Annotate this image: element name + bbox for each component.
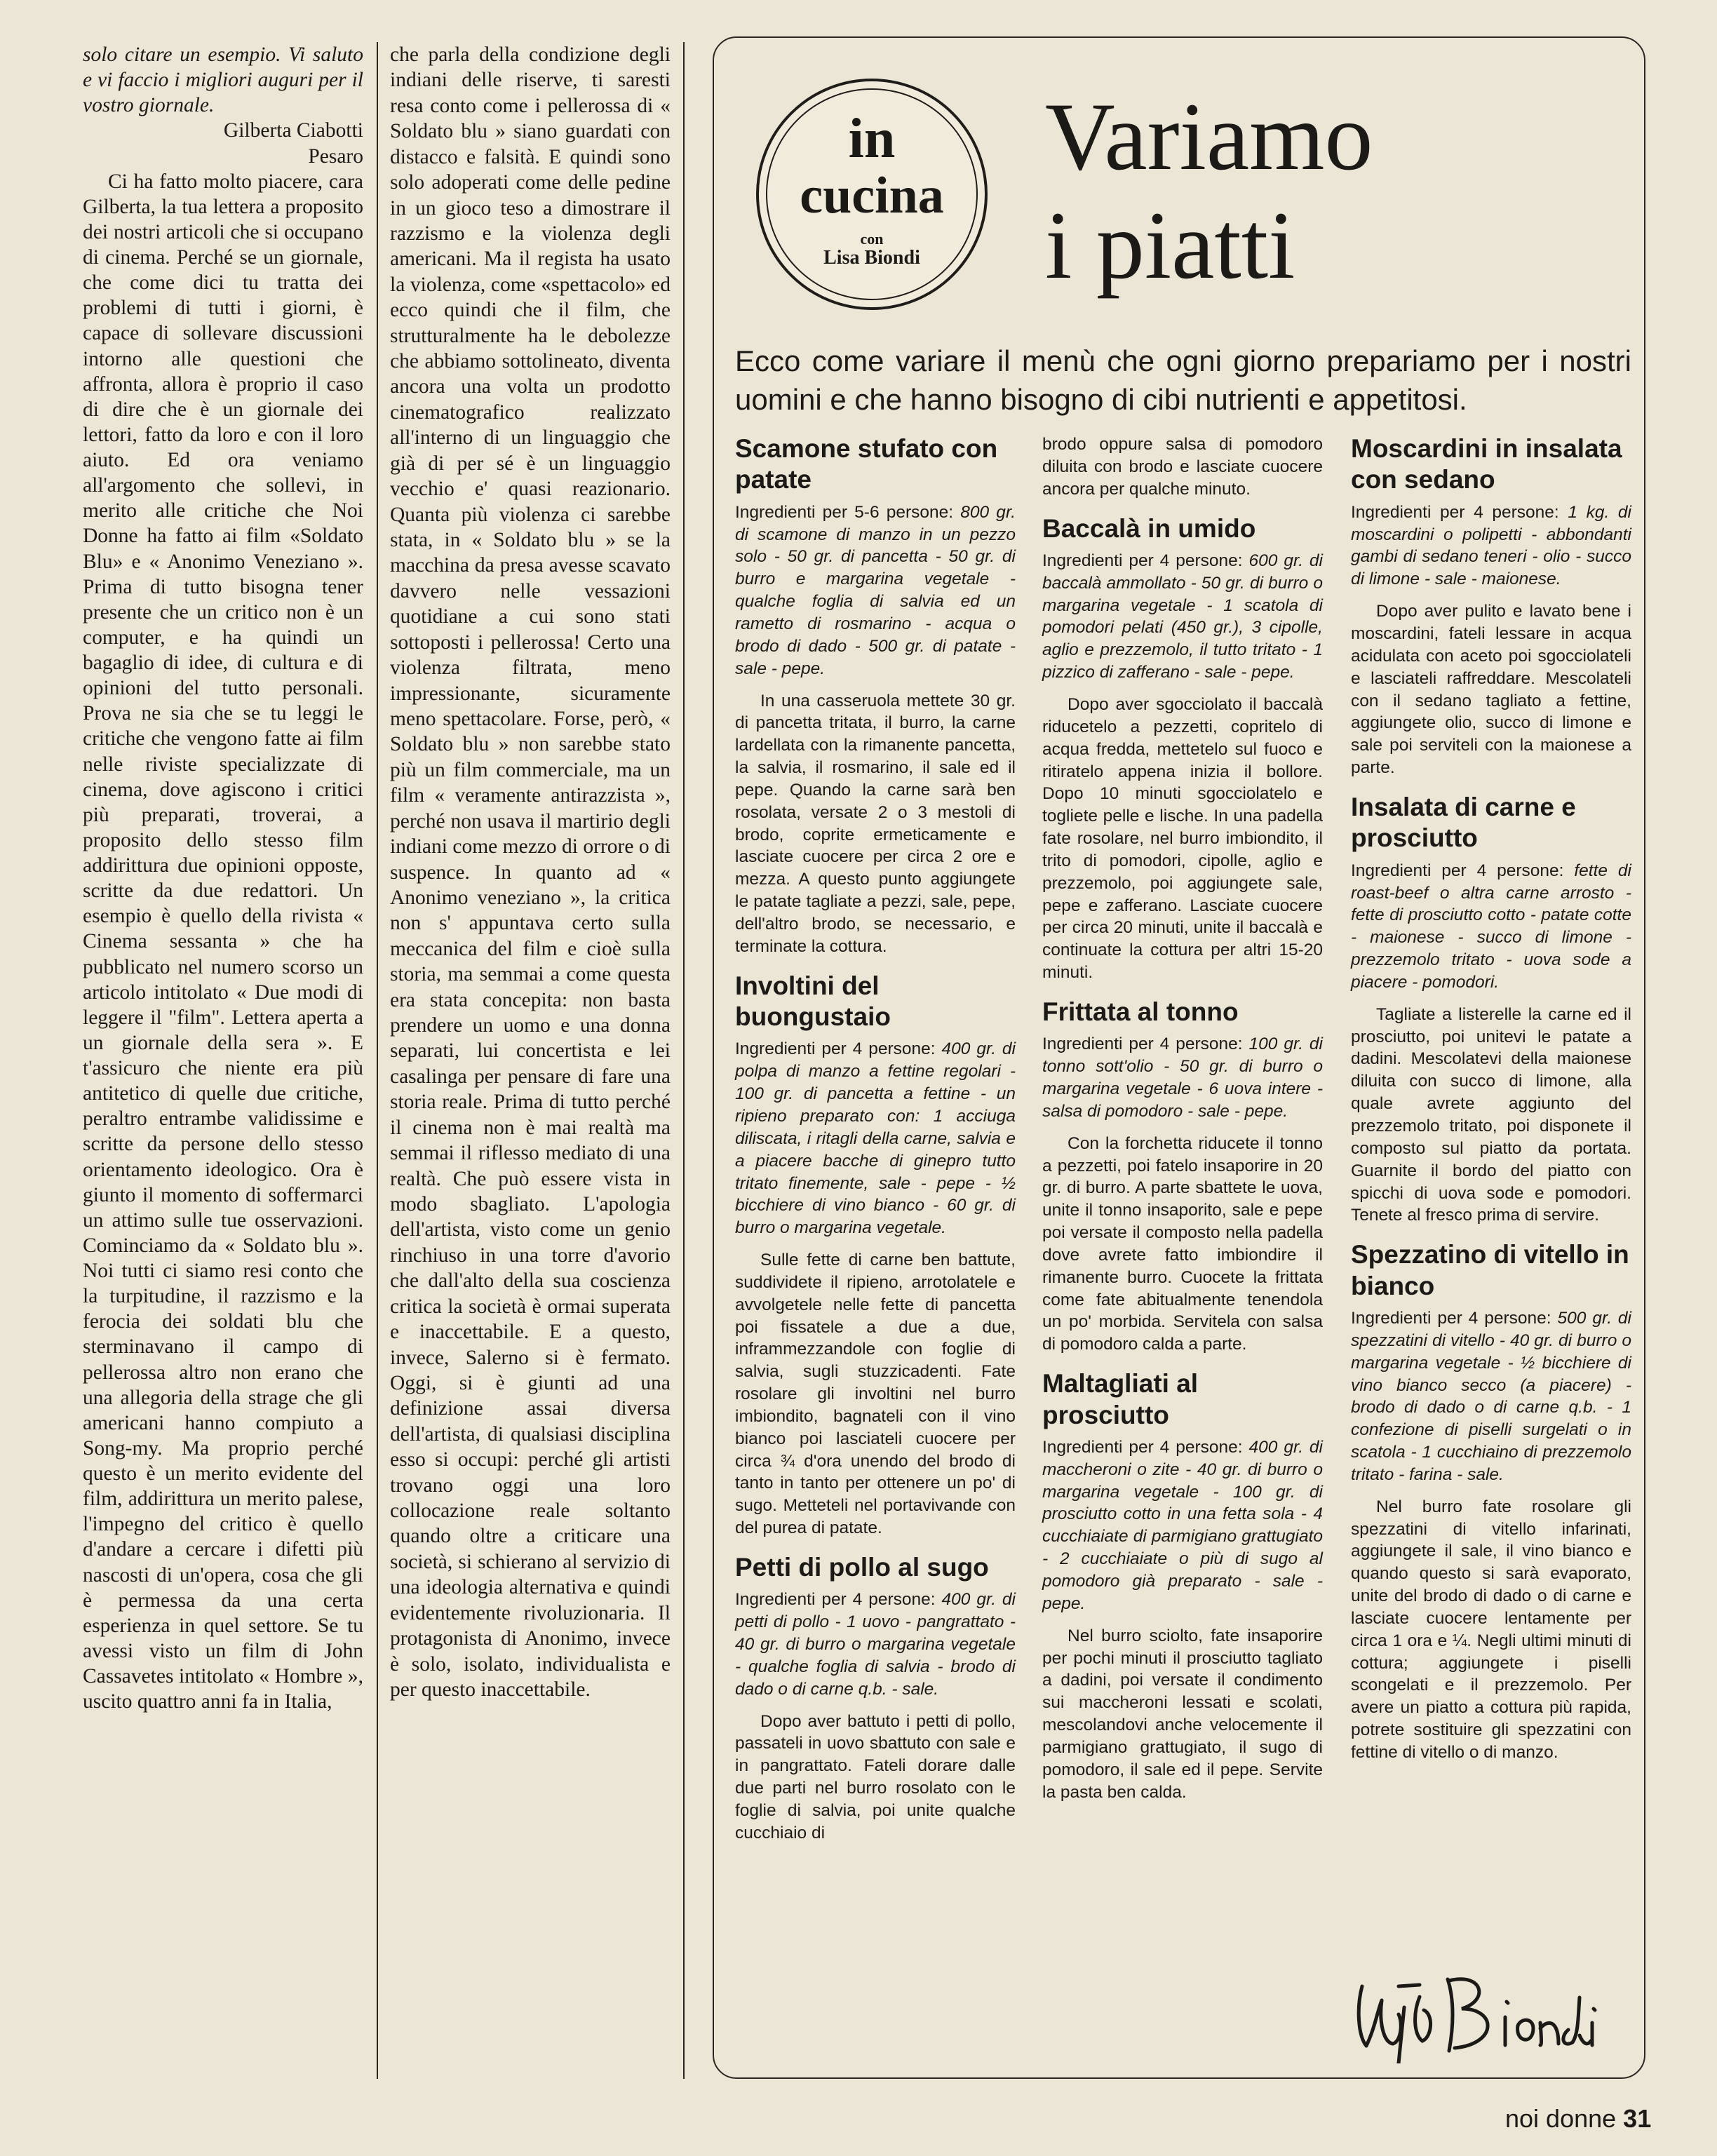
- article-title: [1045, 83, 1373, 299]
- title-line-1: Variamo: [1045, 83, 1373, 190]
- recipe-title: Moscardini in insalata con sedano: [1351, 434, 1622, 494]
- ingredients-list: 400 gr. di maccheroni o zite - 40 gr. di burro o margarina vegetale - 100 gr. di prosciutto cotto in una fetta sola - 4 cucchiaiate di parmigiano grattugiato - 2 cucchiaiate o più di sugo al pomodoro già preparato - sale - pepe.: [1042, 1437, 1323, 1613]
- recipe-title: Insalata di carne e prosciutto: [1351, 792, 1576, 853]
- title-line-2: i piatti: [1045, 191, 1295, 299]
- recipe-title: Spezzatino di vitello in bianco: [1351, 1240, 1629, 1300]
- recipe-ingredients: [1351, 860, 1631, 994]
- ingredients-lead: Ingredienti per 4 persone:: [1042, 1035, 1243, 1054]
- letter-reply-continued: che parla della condizione degli indiani delle riserve, ti saresti resa conto come i pellerossa di « Soldato blu » siano guardati con distacco e falsità. E quindi sono solo adoperati come delle pedine in un gioco teso a dimostrare il razzismo e la violenza degli americani. Ma il regista ha usato la violenza, come «spettacolo» ed ecco quindi che il film, che strutturalmente ha le debolezze che abbiamo sottolineato, diventa ancora una volta un prodotto cinematografico realizzato all'interno di un linguaggio che già di per sé è un linguaggio vecchio e' quasi reazionario. Quanta più violenza ci sarebbe stata, in « Soldato blu » se la macchina da presa avesse scavato davvero nelle vessazioni quotidiane a cui sono stati sottoposti i pellerossa! Certo una violenza filtrata, meno impressionante, sicuramente meno spettacolare. Forse, però, « Soldato blu » non sarebbe stato più un film commerciale, ma un film « veramente antirazzista », perché non usava il martirio degli indiani come mezzo di orrore o di suspence. In quanto ad « Anonimo veneziano », la critica non s' appuntava certo sulla meccanica del film e cioè sulla storia, ma semmai a come questa era stata concepita: non basta prendere un uomo e una donna separati, lui concertista e lei casalinga per pensare di fare una storia reale. Prima di tutto perché il cinema non è mai realtà ma semmai il riflesso mediato di una realtà. Che può essere vista in modo sbagliato. L'apologia dell'artista, visto come un genio rinchiuso in una torre d'avorio che dall'alto della sua coscienza critica la società è ormai superata e inaccettabile. E a questo, invece, Salerno si è fermato. Oggi, si è giunti ad una definizione assai diversa dell'artista, di qualsiasi disciplina esso si occupi: perché gli artisti trovano oggi una loro collocazione reale soltanto quando oltre a criticare una società, si schierano al servizio di una ideologia alternativa e quindi evidentemente rivoluzionaria. Il protagonista di Anonimo, invece è solo, isolato, individualista e per questo inaccettabile.: [390, 43, 671, 1701]
- letter-column-2: [390, 42, 671, 1702]
- ingredients-lead: Ingredienti per 4 persone:: [735, 1039, 936, 1059]
- badge-in: in: [848, 108, 896, 170]
- recipe-ingredients: [1351, 501, 1631, 591]
- recipe-column-3: [1351, 433, 1631, 1774]
- recipe-method: Con la forchetta riducete il tonno a pezzetti, poi fatelo insaporire in 20 gr. di burro. A parte sbattete le uova, unite il tonno insaporito, sale e pepe poi versate il composto nella padella dove avrete fatto imbiondire il rimanente burro. Cuocete la frittata come fate abitualmente tenendola un po' morbida. Servitela con salsa di pomodoro calda a parte.: [1042, 1133, 1323, 1354]
- recipe: [735, 971, 1016, 1539]
- recipe: [735, 1552, 1016, 1845]
- letter-paragraph: Pesaro: [308, 144, 363, 168]
- recipe-ingredients: [735, 1038, 1016, 1239]
- letter-column-1: [83, 42, 363, 1714]
- page-number: 31: [1623, 2104, 1652, 2133]
- recipe-method: Nel burro sciolto, fate insaporire per pochi minuti il prosciutto tagliato a dadini, poi versate il condimento sui maccheroni lessati e scolati, mescolandovi anche velocemente il parmigiano grattugiato, il sugo di pomodoro, il sale ed il pepe. Servite la pasta ben calda.: [1042, 1626, 1323, 1802]
- ingredients-lead: Ingredienti per 4 persone:: [1042, 1437, 1243, 1457]
- ingredients-lead: Ingredienti per 4 persone:: [1351, 861, 1564, 880]
- recipe: [1042, 997, 1323, 1356]
- recipe-title: Scamone stufato con patate: [735, 434, 998, 494]
- recipe-ingredients: [1042, 550, 1323, 684]
- ingredients-list: 1 kg. di moscardini o polipetti - abbondanti gambi di sedano teneri - olio - succo di limone - sale - maionese.: [1351, 502, 1631, 589]
- signature-image: [1349, 1958, 1616, 2063]
- recipe: [1042, 513, 1323, 984]
- recipe-method: brodo oppure salsa di pomodoro diluita con brodo e lasciate cuocere ancora per qualche minuto.: [1042, 435, 1323, 499]
- recipe-ingredients: [735, 501, 1016, 680]
- ingredients-lead: Ingredienti per 5-6 persone:: [735, 502, 954, 522]
- recipe-method: In una casseruola mettete 30 gr. di pancetta tritata, il burro, la carne lardellata con la rimanente pancetta, la salvia, il rosmarino, il sale ed il pepe. Quando la carne sarà ben rosolata, versate 2 o 3 mestoli di brodo, coprite ermeticamente e lasciate cuocere per circa 2 ore e mezza. A questo punto aggiungete le patate tagliate a pezzi, sale, pepe, dell'altro brodo, se necessario, e terminate la cottura.: [735, 691, 1016, 956]
- ingredients-list: fette di roast-beef o altra carne arrosto - fette di prosciutto cotto - patate cotte - maionese - succo di limone - prezzemolo tritato - uova sode a piacere - pomodori.: [1351, 861, 1631, 992]
- recipe-method: Dopo aver pulito e lavato bene i moscardini, fateli lessare in acqua acidulata con aceto poi sgocciolateli e lasciateli raffreddare. Mescolateli con il sedano tagliato a fettine, aggiungete olio, succo di limone e sale poi serviteli con la maionese a parte.: [1351, 602, 1631, 778]
- recipe-method: Dopo aver sgocciolato il baccalà riducetelo a pezzetti, copritelo di acqua fredda, mettetelo sul fuoco e ritiratelo appena inizia il bollore. Dopo 10 minuti sgocciolatelo e togliete pelle e lische. In una padella fate rosolare, nel burro imbiondito, il trito di pomodori, cipolle, aglio e prezzemolo, poi aggiungete sale, pepe e zafferano. Lasciate cuocere per circa 20 minuti, unite il baccalà e continuate la cottura per altri 15-20 minuti.: [1042, 694, 1323, 983]
- recipe-title: Frittata al tonno: [1042, 997, 1239, 1026]
- letter-paragraph: solo citare un esempio. Vi saluto e vi faccio i migliori auguri per il vostro giornale.: [83, 43, 363, 117]
- recipe-ingredients: [1042, 1033, 1323, 1122]
- badge-cucina: cucina: [800, 167, 944, 224]
- recipe-title: Baccalà in umido: [1042, 513, 1256, 543]
- recipe-column-1: [735, 433, 1016, 1854]
- recipe-method: Nel burro fate rosolare gli spezzatini di vitello infarinati, aggiungete il sale, il vino bianco e quando questo si sarà evaporato, unite del brodo di dado o di carne e lasciate cuocere lentamente per circa 1 ora e ¼. Negli ultimi minuti di cottura; aggiungete i piselli scongelati e il prezzemolo. Per avere un piatto a cottura più rapida, potrete sostituire gli spezzatini con fettine di vitello o di manzo.: [1351, 1497, 1631, 1762]
- recipe-title: Petti di pollo al sugo: [735, 1553, 989, 1582]
- ingredients-lead: Ingredienti per 4 persone:: [1351, 502, 1559, 522]
- ingredients-list: 500 gr. di spezzatini di vitello - 40 gr. di burro o margarina vegetale - ½ bicchiere di vino bianco secco (a piacere) - brodo di dado o di carne q.b. - 1 confezione di piselli surgelati o in scatola - 1 cucchiaino di prezzemolo tritato - farina - sale.: [1351, 1308, 1631, 1484]
- letter-paragraph: Ci ha fatto molto piacere, cara Gilberta, la tua lettera a proposito dei nostri articoli che si occupano di cinema. Perché se un giornale, che come dici tu tratta dei problemi di tutti i giorni, è capace di sollevare discussioni intorno alle questioni che affronta, allora è proprio il caso di dire che è un giornale dei lettori, fatto da loro e con il loro aiuto. Ed ora veniamo all'argomento che sollevi, in merito alle critiche che Noi Donne ha fatto ai film «Soldato Blu» e « Anonimo Veneziano ». Prima di tutto bisogna tener presente che un critico non è un computer, e ha quindi un bagaglio di idee, di cultura e di opinioni del tutto personali. Prova ne sia che se tu leggi le critiche che vengono fatte ai film nelle riviste specializzate di cinema, dove agiscono i critici più preparati, troverai, a proposito dello stesso film addirittura due opinioni opposte, scritte da due redattori. Un esempio è quello della rivista « Cinema sessanta » che ha pubblicato nel numero scorso un articolo intitolato « Due modi di leggere il "film". Lettera aperta a un giornale della sera ». E t'assicuro che niente era più antitetico di quelle due critiche, peraltro entrambe validissime e scritte da persone dello stesso orientamento ideologico. Ora è giunto il momento di soffermarci un attimo sulle tue osservazioni. Cominciamo da « Soldato blu ». Noi tutti ci siamo resi conto che la turpitudine, il razzismo e la ferocia dei soldati blu che sterminavano il campo di pellerossa altro non erano che una allegoria della strage che gli americani hanno compiuto a Song-my. Ma proprio perché questo è un merito evidente del film, addirittura un merito palese, l'impegno del critico è quello d'andare a cercare i difetti più nascosti di un'opera, cosa che gli è permessa da una certa esperienza in quel settore. Se tu avessi visto un film di John Cassavetes intitolato « Hombre », uscito quattro anni fa in Italia,: [83, 170, 363, 1713]
- badge-author: Lisa Biondi: [823, 247, 920, 269]
- ingredients-list: 800 gr. di scamone di manzo in un pezzo solo - 50 gr. di pancetta - 50 gr. di burro e margarina vegetale - qualche foglia di salvia ed un rametto di rosmarino - acqua o brodo di dado - 500 gr. di patate - sale - pepe.: [735, 502, 1016, 678]
- recipe-method: Dopo aver battuto i petti di pollo, passateli in uovo sbattuto con sale e in pangrattato. Fateli dorare dalle due parti nel burro rosolato con le foglie di salvia, poi unite qualche cucchiaio di: [735, 1711, 1016, 1842]
- page-footer: [1505, 2104, 1651, 2134]
- recipe: [735, 433, 1016, 958]
- recipe: [1351, 433, 1631, 779]
- ingredients-lead: Ingredienti per 4 persone:: [1042, 551, 1243, 570]
- recipe: [1351, 792, 1631, 1227]
- recipe-method: Sulle fette di carne ben battute, suddividete il ripieno, arrotolatele e avvolgetele nelle fette di pancetta poi fissatele a due a due, inframmezzandole con foglie di salvia, sugli stuzzicadenti. Fate rosolare gli involtini nel burro imbiondito, bagnateli con il vino bianco poi lasciateli cuocere per circa ¾ d'ora unendo del brodo di tanto in tanto per ottenere un po' di sugo. Metteteli nel portavivande con del purea di patate.: [735, 1251, 1016, 1538]
- recipe-ingredients: [1351, 1307, 1631, 1486]
- column-divider: [377, 42, 378, 2079]
- letter-paragraph: Gilberta Ciabotti: [223, 119, 363, 142]
- ingredients-list: 100 gr. di tonno sott'olio - 50 gr. di burro o margarina vegetale - 6 uova intere - salsa di pomodoro - sale - pepe.: [1042, 1035, 1323, 1121]
- recipe: [1351, 1239, 1631, 1764]
- article-intro: Ecco come variare il menù che ogni giorno prepariamo per i nostri uomini e che hanno bisogno di cibi nutrienti e appetitosi.: [735, 344, 1631, 416]
- ingredients-list: 400 gr. di polpa di manzo a fettine regolari - 100 gr. di pancetta a fettine - un ripieno preparato con: 1 acciuga diliscata, i ritagli della carne, salvia e a piacere bacche di ginepro tutto tritato finemente, sale - pepe - ½ bicchiere di vino bianco - 60 gr. di burro o margarina vegetale.: [735, 1039, 1016, 1238]
- ingredients-list: 400 gr. di petti di pollo - 1 uovo - pangrattato - 40 gr. di burro o margarina vegetale - qualche foglia di salvia - brodo di dado o di carne q.b. - sale.: [735, 1590, 1016, 1699]
- badge-con: con: [860, 230, 884, 248]
- ingredients-list: 600 gr. di baccalà ammollato - 50 gr. di burro o margarina vegetale - 1 scatola di pomodori pelati (450 gr.), 3 cipolle, aglio e prezzemolo, il tutto tritato - 1 pizzico di zafferano - sale - pepe.: [1042, 551, 1323, 682]
- magazine-name: noi donne: [1505, 2104, 1617, 2133]
- ingredients-lead: Ingredienti per 4 persone:: [1351, 1308, 1551, 1328]
- column-divider: [683, 42, 685, 2079]
- recipe-method: Tagliate a listerelle la carne ed il prosciutto, poi unitevi le patate a dadini. Mescolatevi della maionese diluita con succo di limone, alla quale avrete aggiunto del prezzemolo tritato, poi disponete il composto sul piatto da portata. Guarnite il bordo del piatto con spicchi di uova sode e pomodori. Tenete al fresco prima di servire.: [1351, 1004, 1631, 1225]
- recipe-column-2: [1042, 433, 1323, 1813]
- ingredients-lead: Ingredienti per 4 persone:: [735, 1590, 936, 1610]
- recipe-ingredients: [735, 1589, 1016, 1700]
- in-cucina-badge: [756, 79, 988, 310]
- recipe-ingredients: [1042, 1436, 1323, 1615]
- recipe-title: Maltagliati al prosciutto: [1042, 1369, 1199, 1429]
- recipe: [1042, 1368, 1323, 1803]
- recipe-title: Involtini del buongustaio: [735, 971, 891, 1032]
- recipe: [1042, 433, 1323, 501]
